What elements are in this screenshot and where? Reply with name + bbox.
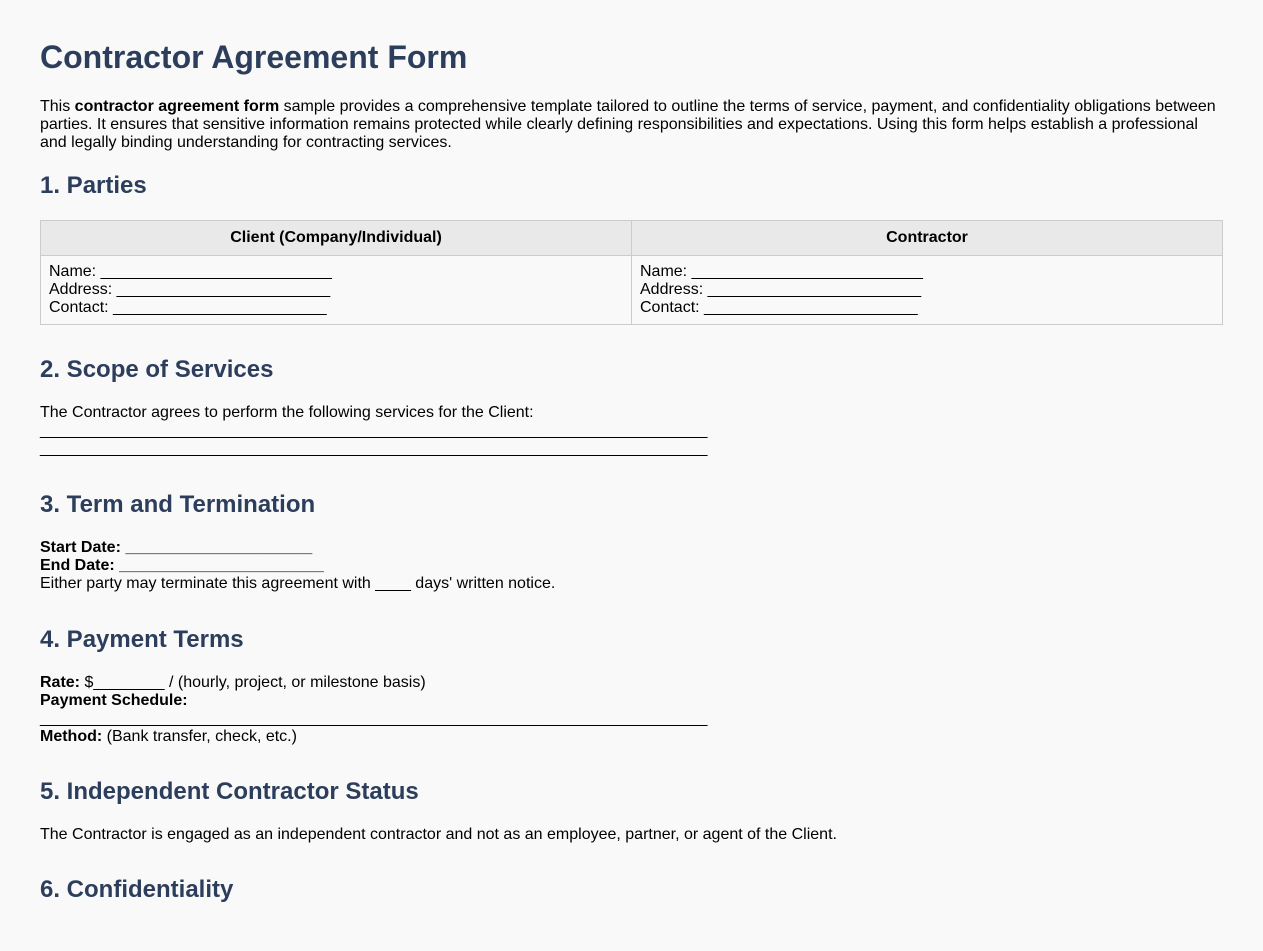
section-heading-scope: 2. Scope of Services: [40, 356, 274, 383]
section-heading-independent: 5. Independent Contractor Status: [40, 778, 419, 805]
parties-table-row: [41, 256, 1223, 325]
term-body: [40, 539, 1223, 593]
start-date-row: [40, 539, 1223, 557]
payment-body: [40, 674, 1223, 746]
section-term-termination: [40, 491, 1223, 593]
section-scope-of-services: [40, 356, 1223, 458]
client-contact-field[interactable]: Contact: ________________________: [49, 299, 327, 316]
scope-blank-line-1[interactable]: ___________________________________________________________________________: [40, 422, 708, 439]
end-date-label: End Date:: [40, 557, 115, 574]
method-row: [40, 728, 1223, 746]
page-title: Contractor Agreement Form: [40, 39, 468, 75]
client-name-field[interactable]: Name: __________________________: [49, 263, 332, 280]
end-date-row: [40, 557, 1223, 575]
section-payment-terms: [40, 626, 1223, 746]
start-date-field[interactable]: _____________________: [120, 539, 313, 556]
contractor-column-header: Contractor: [632, 221, 1223, 256]
client-address-field[interactable]: Address: ________________________: [49, 281, 331, 298]
rate-label: Rate:: [40, 674, 81, 691]
intro-prefix: This: [40, 98, 75, 115]
contractor-details-cell: [632, 256, 1223, 325]
independent-status-text: The Contractor is engaged as an independent contractor and not as an employee, partner, or agent of the Client.: [40, 826, 837, 843]
section-heading-payment: 4. Payment Terms: [40, 626, 244, 653]
contractor-address-field[interactable]: Address: ________________________: [640, 281, 922, 298]
end-date-field[interactable]: _______________________: [114, 557, 324, 574]
section-confidentiality: [40, 876, 1223, 904]
independent-body: [40, 826, 1223, 844]
parties-table-header-row: [41, 221, 1223, 256]
client-details-cell: [41, 256, 632, 325]
client-column-header: Client (Company/Individual): [41, 221, 632, 256]
intro-paragraph: [40, 98, 1223, 152]
rate-row: [40, 674, 1223, 692]
termination-notice-text: Either party may terminate this agreement with ____ days' written notice.: [40, 575, 556, 592]
contractor-contact-field[interactable]: Contact: ________________________: [640, 299, 918, 316]
contractor-name-field[interactable]: Name: __________________________: [640, 263, 923, 280]
scope-blank-line-2[interactable]: ___________________________________________________________________________: [40, 440, 708, 457]
payment-schedule-field[interactable]: ___________________________________________________________________________: [40, 710, 708, 727]
document-page: [0, 39, 1263, 904]
rate-field[interactable]: $________ / (hourly, project, or milestone basis): [80, 674, 426, 691]
payment-schedule-row: [40, 692, 1223, 710]
parties-table: [40, 220, 1223, 325]
section-heading-confidentiality: 6. Confidentiality: [40, 876, 234, 903]
intro-suffix: sample provides a comprehensive template tailored to outline the terms of service, payment, and confidentiality obligations between parties. It ensures that sensitive information remains protected while clearly defining responsibilities and expectations. Using this form helps establish a professional and legally binding understanding for contracting services.: [40, 98, 1216, 151]
section-heading-term: 3. Term and Termination: [40, 491, 316, 518]
method-text: (Bank transfer, check, etc.): [102, 728, 297, 745]
payment-schedule-label: Payment Schedule:: [40, 692, 188, 709]
section-heading-parties: 1. Parties: [40, 172, 147, 199]
scope-body: [40, 404, 1223, 458]
section-parties: [40, 172, 1223, 325]
scope-intro-text: The Contractor agrees to perform the following services for the Client:: [40, 404, 534, 421]
intro-bold-phrase: contractor agreement form: [74, 98, 280, 115]
start-date-label: Start Date:: [40, 539, 121, 556]
section-independent-contractor: [40, 778, 1223, 844]
method-label: Method:: [40, 728, 103, 745]
